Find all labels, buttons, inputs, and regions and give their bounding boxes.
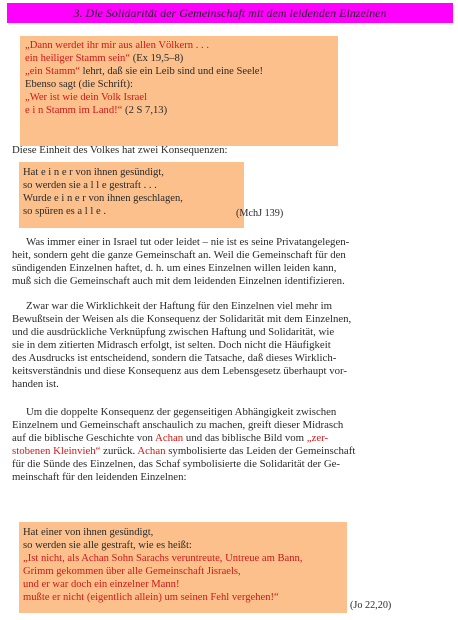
paragraph3-line3-b: und das biblische Bild vom bbox=[183, 432, 307, 445]
section-heading bbox=[7, 3, 453, 23]
quote1-line3 bbox=[20, 65, 338, 78]
quote1-line6-text: e i n Stamm im Land!“ bbox=[25, 105, 123, 116]
quote1-line6-ref: (2 S 7,13) bbox=[125, 105, 168, 116]
paragraph3-line3 bbox=[12, 432, 355, 445]
quote3-line1: Hat einer von ihnen gesündigt, bbox=[23, 527, 154, 538]
paragraph3-line5: für die Sünde des Einzelnen, das Schaf symbolisierte die Solidarität der Ge- bbox=[12, 458, 341, 471]
paragraph3-line2: Einzelnem und Gemeinschaft anschaulich zu machen, greift dieser Midrasch bbox=[12, 419, 344, 432]
paragraph2-line: und die ausdrückliche Verknüpfung zwischen Haftung und Solidarität, wie bbox=[12, 326, 335, 339]
zerstobenen-kleinvieh-end: stobenen Kleinvieh“ bbox=[12, 445, 101, 458]
achan-name: Achan bbox=[137, 445, 166, 458]
quote3-line4: Grimm gekommen über alle Gemeinschaft Jisraels, bbox=[23, 566, 241, 577]
quote3-line5: und er war doch ein einzelner Mann! bbox=[23, 579, 180, 590]
paragraph1-line: heit, sondern geht die ganze Gemeinschaft an. Weil die Gemeinschaft für den bbox=[12, 249, 346, 262]
quote1-line6 bbox=[20, 104, 338, 117]
quote2-line4: so spüren es a l l e . bbox=[23, 206, 106, 217]
body-paragraph-1 bbox=[12, 236, 349, 288]
paragraph2-line: sie in dem zitierten Midrasch erfolgt, ist selten. Doch nicht die Häufigkeit bbox=[12, 339, 331, 352]
paragraph3-line6: meinschaft für den leidenden Einzelnen: bbox=[12, 471, 187, 484]
quote1-line2-ref: (Ex 19,5–8) bbox=[132, 53, 184, 64]
paragraph2-line: Bewußtsein der Weisen als die Konsequenz der Solidarität mit dem Einzelnen, bbox=[12, 313, 352, 326]
paragraph1-line: muß sich die Gemeinschaft auch mit dem leidenden Einzelnen identifizieren. bbox=[12, 275, 345, 288]
quote1-line3-text: lehrt, daß sie ein Leib sind und eine Seele! bbox=[82, 66, 264, 77]
paragraph3-line4 bbox=[12, 445, 355, 458]
quote2-reference: (MchJ 139) bbox=[236, 208, 284, 219]
quote3-line6: mußte er nicht (eigentlich allein) um seinen Fehl vergehen!“ bbox=[23, 592, 279, 603]
quote1-line1: „Dann werdet ihr mir aus allen Völkern . . . bbox=[25, 40, 209, 51]
quote3-reference: (Jo 22,20) bbox=[350, 600, 392, 611]
paragraph3-line4-b: zurück. bbox=[100, 445, 138, 458]
paragraph1-line: sündigenden Einzelnen haftet, d. h. um eines Einzelnen willen leiden kann, bbox=[12, 262, 337, 275]
quote2-line1: Hat e i n e r von ihnen gesündigt, bbox=[23, 167, 164, 178]
body-paragraph-2 bbox=[12, 300, 351, 391]
paragraph3-line3-a: auf die biblische Geschichte von bbox=[12, 432, 156, 445]
paragraph1-line: Was immer einer in Israel tut oder leidet – nie ist es seine Privatangelegen- bbox=[26, 236, 350, 248]
achan-name: Achan bbox=[155, 432, 184, 445]
intro-paragraph bbox=[12, 143, 227, 157]
quote1-line2 bbox=[20, 52, 338, 65]
quote1-line2-text: ein heiliger Stamm sein“ bbox=[25, 53, 131, 64]
paragraph2-line: keitsverständnis und diese Konsequenz aus dem Lebensgesetz überhaupt vor- bbox=[12, 365, 347, 378]
paragraph2-line: des Ausdrucks ist entscheidend, sondern die Tatsache, daß dieses Wirklich- bbox=[12, 352, 337, 365]
paragraph2-line: handen ist. bbox=[12, 378, 59, 391]
quote1-line4: Ebenso sagt (die Schrift): bbox=[25, 79, 133, 90]
quote-box-mchj bbox=[19, 162, 244, 228]
quote1-line3-quote: „ein Stamm“ bbox=[25, 66, 81, 77]
zerstobenen-kleinvieh-start: „zer- bbox=[306, 432, 329, 445]
body-paragraph-3 bbox=[12, 406, 355, 484]
paragraph3-line1: Um die doppelte Konsequenz der gegenseitigen Abhängigkeit zwischen bbox=[26, 406, 337, 418]
quote2-line3: Wurde e i n e r von ihnen geschlagen, bbox=[23, 193, 183, 204]
quote1-line5: „Wer ist wie dein Volk Israel bbox=[25, 92, 148, 103]
quote-box-stamm bbox=[20, 36, 338, 146]
quote2-line2: so werden sie a l l e gestraft . . . bbox=[23, 180, 157, 191]
quote-box-achan bbox=[19, 522, 347, 613]
section-heading-text: 3. Die Solidarität der Gemeinschaft mit dem leidenden Einzelnen bbox=[73, 6, 387, 20]
quote3-line2: so werden sie alle gestraft, wie es heißt: bbox=[23, 540, 192, 551]
paragraph3-line4-c: symbolisierte das Leiden der Gemeinschaft bbox=[165, 445, 356, 458]
paragraph2-line: Zwar war die Wirklichkeit der Haftung für den Einzelnen viel mehr im bbox=[26, 300, 333, 312]
intro-line: Diese Einheit des Volkes hat zwei Konsequenzen: bbox=[12, 144, 228, 156]
quote3-line3: „Ist nicht, als Achan Sohn Sarachs veruntreute, Untreue am Bann, bbox=[23, 553, 303, 564]
